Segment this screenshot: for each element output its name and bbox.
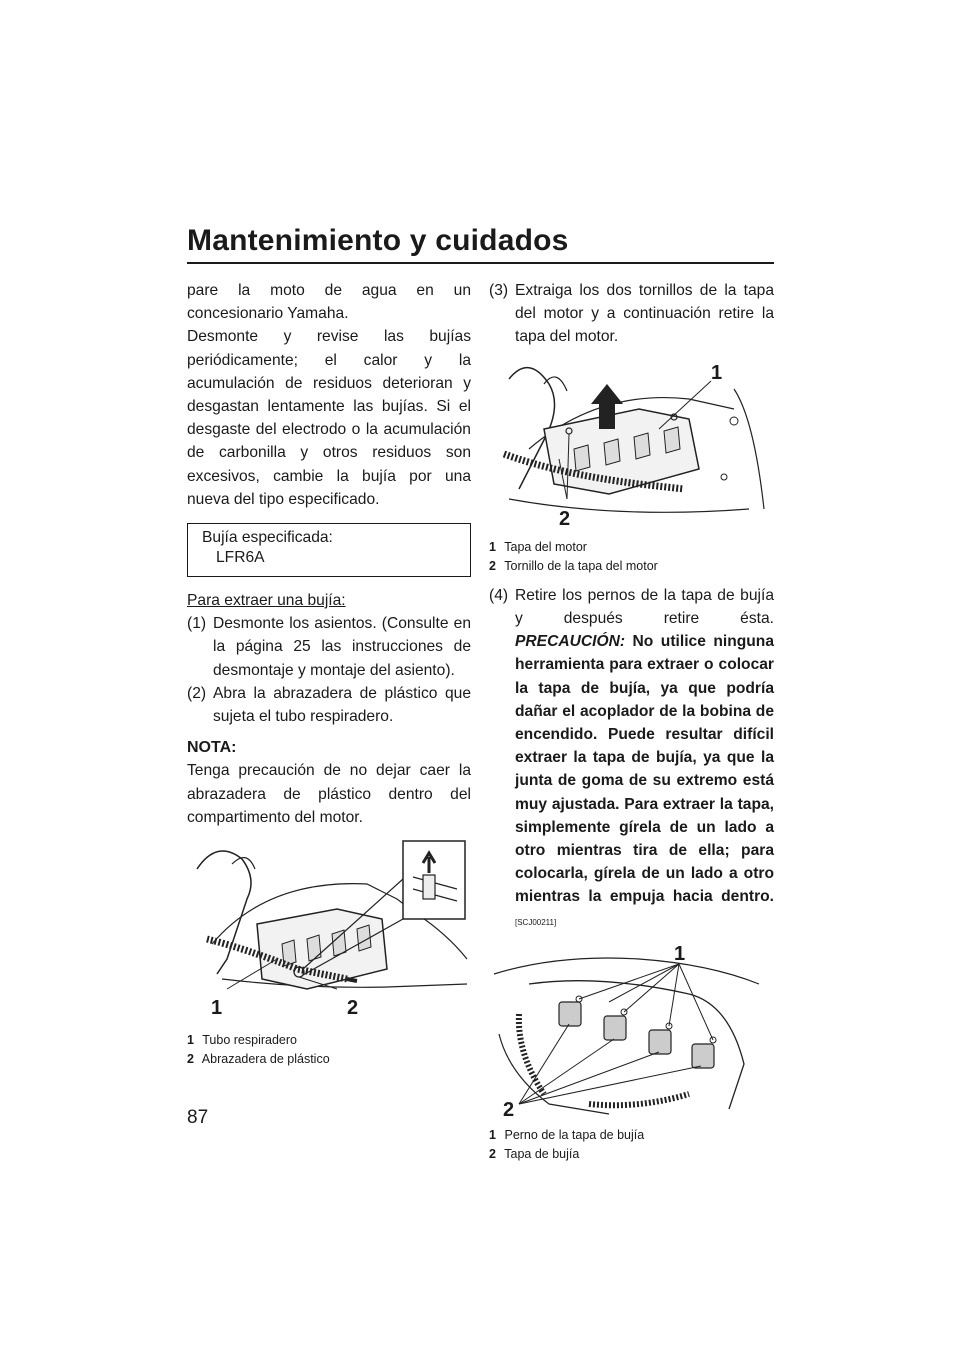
engine-cover-illustration [489, 359, 774, 531]
figure-caption-2 [489, 1145, 774, 1164]
step-text: Abra la abrazadera de plástico que sujeta el tubo respiradero. [213, 684, 471, 726]
figure-caption-1 [187, 1031, 471, 1050]
callout-1: 1 [711, 361, 723, 384]
caption-number: 2 [489, 558, 496, 573]
step-number: (2) [187, 684, 207, 702]
callout-2: 2 [347, 997, 359, 1020]
right-column [489, 279, 774, 1164]
paragraph-intro: pare la moto de agua en un concesionario Yamaha. [187, 282, 471, 323]
figure-spark-plug-caps [489, 944, 774, 1164]
subheading: Para extraer una bujía: [187, 592, 346, 610]
figure-breather-hose [187, 839, 471, 1069]
spark-plug-caps-illustration [489, 944, 774, 1119]
figure-caption-2 [187, 1050, 471, 1069]
figure-caption-1 [489, 1126, 774, 1145]
spec-label: Bujía especificada: [202, 529, 333, 547]
caption-text: Abrazadera de plástico [201, 1052, 330, 1067]
caption-text: Tapa de bujía [504, 1147, 580, 1162]
nota-text: Tenga precaución de no dejar caer la abrazadera de plástico dentro del compartimento del motor. [187, 762, 471, 826]
caption-text: Tubo respiradero [202, 1033, 297, 1048]
spec-value: LFR6A [216, 549, 265, 567]
callout-1: 1 [674, 943, 686, 965]
step-number: (1) [187, 615, 207, 633]
caption-text: Perno de la tapa de bujía [504, 1128, 645, 1143]
warning-label: PRECAUCIÓN: [515, 633, 626, 651]
step-3 [489, 279, 774, 349]
step-number: (4) [489, 586, 509, 604]
step-text: Retire los pernos de la tapa de bujía y después retire ésta. [515, 586, 774, 628]
step-1 [187, 612, 471, 682]
nota-title: NOTA: [187, 739, 237, 757]
caption-text: Tornillo de la tapa del motor [504, 558, 658, 573]
callout-1: 1 [211, 997, 223, 1020]
page-title: Mantenimiento y cuidados [187, 224, 569, 257]
step-text-block [515, 584, 774, 934]
reference-code: [SCJ00211] [515, 917, 557, 927]
caption-number: 1 [489, 1128, 496, 1143]
breather-hose-illustration [187, 839, 471, 1024]
warning-text: No utilice ninguna herramienta para extraer o colocar la tapa de bujía, ya que podría dañar el acoplador de la bobina de encendido. Puede resultar difícil extraer la tapa de bujía, ya que la junta de goma de su extremo está muy ajustada. Para extraer la tapa, simplemente gírela de un lado a otro mientras tira de ella; para colocarla, gírela de un lado a otro mientras la empuja hacia dentro. [515, 633, 774, 906]
callout-2: 2 [503, 1098, 515, 1119]
header-rule [187, 262, 774, 264]
step-text: Desmonte los asientos. (Consulte en la página 25 las instrucciones de desmontaje y montaje del asiento). [213, 615, 471, 679]
step-4 [489, 584, 774, 934]
caption-text: Tapa del motor [504, 539, 587, 554]
caption-number: 2 [489, 1147, 496, 1162]
caption-number: 1 [187, 1033, 194, 1048]
caption-number: 1 [489, 539, 496, 554]
page-number: 87 [187, 1107, 209, 1128]
step-text: Extraiga los dos tornillos de la tapa del motor y a continuación retire la tapa del motor. [515, 282, 774, 346]
step-2 [187, 682, 471, 728]
figure-caption-2 [489, 557, 774, 576]
caption-number: 2 [187, 1052, 194, 1067]
figure-caption-1 [489, 538, 774, 557]
step-number: (3) [489, 282, 509, 299]
figure-engine-cover [489, 359, 774, 576]
spec-box [187, 523, 471, 577]
paragraph-spark-plug-check: Desmonte y revise las bujías periódicamente; el calor y la acumulación de residuos deterioran y desgastan lentamente las bujías. Si el desgaste del electrodo o la acumulación de carbonilla y otros residuos son excesivos, cambie la bujía por una nueva del tipo especificado. [187, 328, 471, 508]
callout-2: 2 [559, 507, 571, 530]
left-column [187, 279, 471, 1069]
